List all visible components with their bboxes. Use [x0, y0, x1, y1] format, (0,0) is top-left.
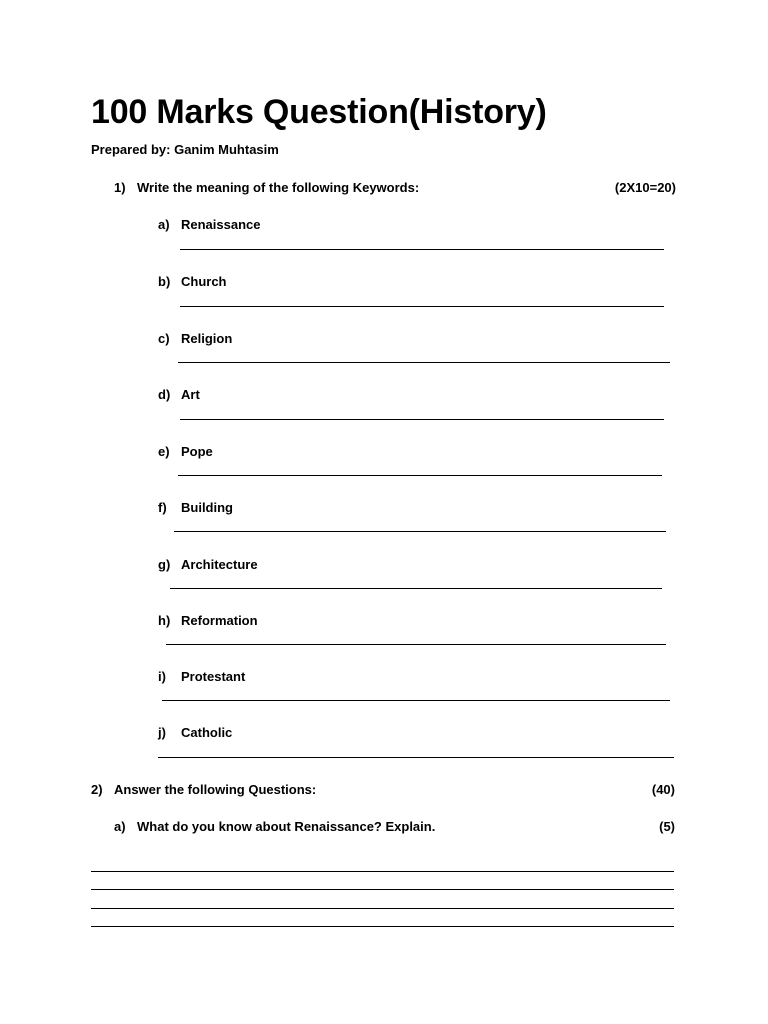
answer-line-2a-2[interactable] — [91, 889, 674, 890]
keyword-label: Pope — [181, 444, 213, 459]
keyword-item-d — [158, 387, 200, 402]
keyword-letter: f) — [158, 500, 167, 515]
keyword-letter: c) — [158, 331, 170, 346]
keyword-letter: a) — [158, 217, 170, 232]
keyword-item-c — [158, 331, 232, 346]
keyword-label: Catholic — [181, 725, 233, 740]
answer-line-h[interactable] — [166, 644, 666, 645]
prepared-by: Prepared by: Ganim Muhtasim — [91, 142, 279, 157]
keyword-item-i — [158, 669, 245, 684]
keyword-letter: h) — [158, 613, 171, 628]
keyword-label: Reformation — [181, 613, 258, 628]
keyword-item-b — [158, 274, 227, 289]
question-1 — [114, 180, 419, 195]
answer-line-j[interactable] — [158, 757, 674, 758]
keyword-label: Art — [181, 387, 200, 402]
keyword-item-a — [158, 217, 261, 232]
question-2a-letter: a) — [114, 819, 126, 834]
answer-line-b[interactable] — [180, 306, 664, 307]
keyword-letter: e) — [158, 444, 170, 459]
keyword-item-h — [158, 613, 258, 628]
keyword-label: Building — [181, 500, 233, 515]
keyword-item-g — [158, 557, 258, 572]
question-2-text: Answer the following Questions: — [114, 782, 317, 797]
keyword-letter: b) — [158, 274, 171, 289]
keyword-label: Renaissance — [181, 217, 261, 232]
answer-line-g[interactable] — [170, 588, 662, 589]
question-2-marks: (40) — [651, 782, 675, 797]
page-title: 100 Marks Question(History) — [91, 93, 547, 131]
question-1-text: Write the meaning of the following Keywords: — [137, 180, 420, 195]
answer-line-e[interactable] — [178, 475, 662, 476]
keyword-item-e — [158, 444, 213, 459]
question-1-marks: (2X10=20) — [614, 180, 676, 195]
keyword-label: Religion — [181, 331, 233, 346]
answer-line-f[interactable] — [174, 531, 666, 532]
answer-line-2a-3[interactable] — [91, 908, 674, 909]
answer-line-d[interactable] — [180, 419, 664, 420]
keyword-letter: i) — [158, 669, 166, 684]
keyword-letter: d) — [158, 387, 171, 402]
answer-line-2a-1[interactable] — [91, 871, 674, 872]
keyword-item-j — [158, 725, 232, 740]
keyword-item-f — [158, 500, 233, 515]
question-2-number: 2) — [91, 782, 103, 797]
keyword-label: Protestant — [181, 669, 246, 684]
keyword-letter: g) — [158, 557, 171, 572]
answer-line-2a-4[interactable] — [91, 926, 674, 927]
question-2 — [91, 782, 316, 797]
question-2a-text: What do you know about Renaissance? Explain. — [137, 819, 436, 834]
question-2a — [114, 819, 435, 834]
answer-line-c[interactable] — [178, 362, 670, 363]
answer-line-a[interactable] — [180, 249, 664, 250]
keyword-label: Architecture — [181, 557, 258, 572]
keyword-letter: j) — [158, 725, 166, 740]
keyword-label: Church — [181, 274, 227, 289]
question-1-number: 1) — [114, 180, 126, 195]
question-2a-marks: (5) — [659, 819, 675, 834]
answer-line-i[interactable] — [162, 700, 670, 701]
